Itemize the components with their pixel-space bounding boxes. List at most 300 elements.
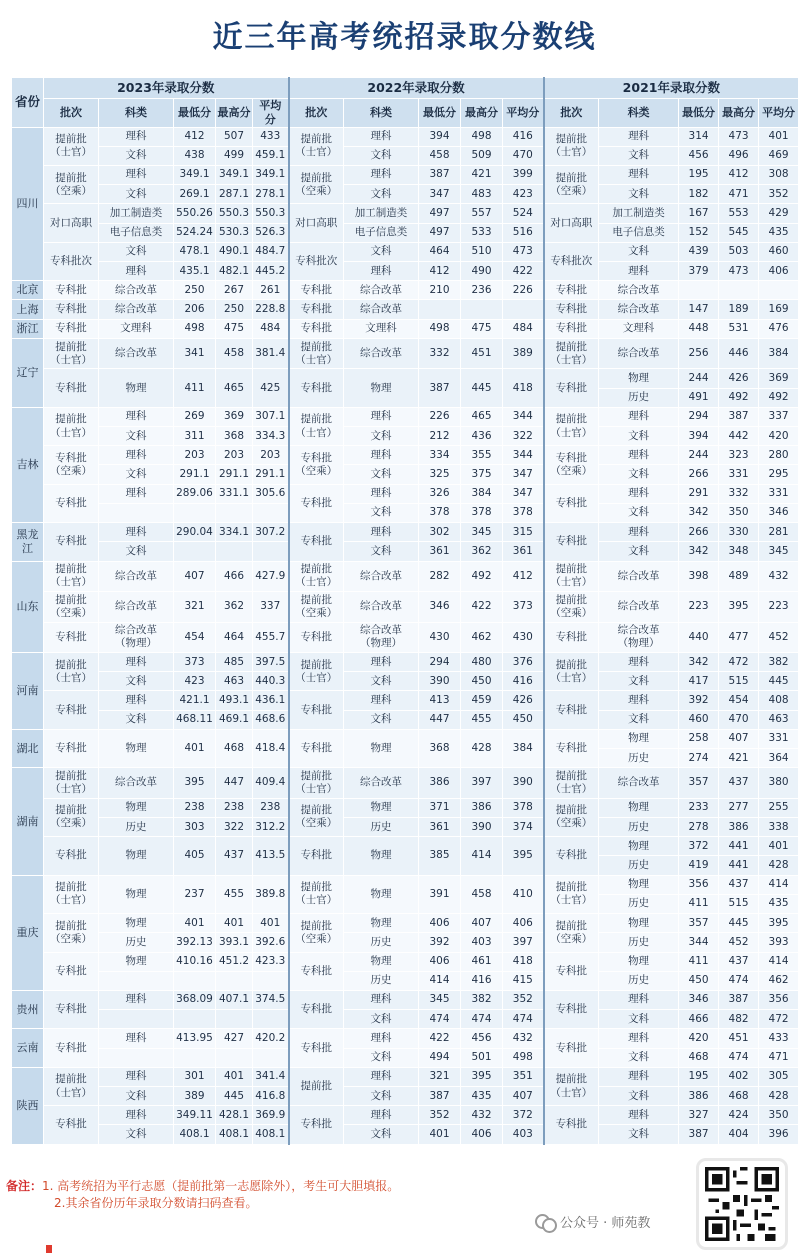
max-score-cell: 461 bbox=[461, 952, 503, 971]
wechat-icon bbox=[535, 1214, 555, 1230]
batch-cell: 提前批 （士官） bbox=[544, 1067, 599, 1105]
header-year-2022: 2022年录取分数 bbox=[289, 78, 544, 99]
table-row bbox=[12, 1010, 799, 1029]
min-score-cell: 430 bbox=[419, 622, 461, 652]
max-score-cell: 334.1 bbox=[216, 523, 253, 542]
avg-score-cell: 403 bbox=[503, 1125, 544, 1144]
max-score-cell: 387 bbox=[719, 407, 759, 426]
max-score-cell: 401 bbox=[216, 1067, 253, 1086]
table-row bbox=[12, 127, 799, 146]
max-score-cell: 437 bbox=[216, 837, 253, 875]
province-cell: 上海 bbox=[12, 300, 44, 319]
batch-cell: 专科批 bbox=[44, 990, 99, 1028]
batch-cell: 专科批 bbox=[289, 622, 344, 652]
max-score-cell bbox=[719, 281, 759, 300]
table-row bbox=[12, 204, 799, 223]
max-score-cell: 475 bbox=[216, 319, 253, 338]
max-score-cell: 395 bbox=[719, 592, 759, 622]
subject-cell: 文科 bbox=[599, 1087, 679, 1106]
avg-score-cell: 397.5 bbox=[253, 652, 289, 671]
max-score-cell: 403 bbox=[461, 933, 503, 952]
avg-score-cell: 238 bbox=[253, 798, 289, 817]
header-year-2023: 2023年录取分数 bbox=[44, 78, 289, 99]
min-score-cell: 223 bbox=[679, 592, 719, 622]
subject-cell: 理科 bbox=[99, 523, 174, 542]
table-row bbox=[12, 185, 799, 204]
max-score-cell: 530.3 bbox=[216, 223, 253, 242]
min-score-cell bbox=[174, 1010, 216, 1029]
table-row bbox=[12, 542, 799, 561]
min-score-cell: 394 bbox=[419, 127, 461, 146]
avg-score-cell: 364 bbox=[759, 749, 799, 768]
avg-score-cell: 423 bbox=[503, 185, 544, 204]
table-row bbox=[12, 691, 799, 710]
min-score-cell: 386 bbox=[679, 1087, 719, 1106]
max-score-cell: 402 bbox=[719, 1067, 759, 1086]
subject-cell: 电子信息类 bbox=[344, 223, 419, 242]
subject-cell: 综合改革 bbox=[599, 300, 679, 319]
header-col: 平均分 bbox=[759, 99, 799, 128]
min-score-cell: 368.09 bbox=[174, 990, 216, 1009]
max-score-cell: 362 bbox=[216, 592, 253, 622]
avg-score-cell: 356 bbox=[759, 990, 799, 1009]
min-score-cell: 468.11 bbox=[174, 710, 216, 729]
max-score-cell: 492 bbox=[461, 561, 503, 591]
avg-score-cell: 470 bbox=[503, 146, 544, 165]
subject-cell: 综合改革 （物理） bbox=[344, 622, 419, 652]
avg-score-cell: 433 bbox=[253, 127, 289, 146]
min-score-cell: 269 bbox=[174, 407, 216, 426]
min-score-cell: 274 bbox=[679, 749, 719, 768]
max-score-cell: 465 bbox=[461, 407, 503, 426]
avg-score-cell: 322 bbox=[503, 427, 544, 446]
avg-score-cell: 344 bbox=[503, 446, 544, 465]
min-score-cell: 419 bbox=[679, 856, 719, 875]
avg-score-cell: 459.1 bbox=[253, 146, 289, 165]
max-score-cell: 414 bbox=[461, 837, 503, 875]
avg-score-cell: 312.2 bbox=[253, 817, 289, 836]
min-score-cell: 454 bbox=[174, 622, 216, 652]
min-score-cell: 438 bbox=[174, 146, 216, 165]
min-score-cell: 413 bbox=[419, 691, 461, 710]
subject-cell: 物理 bbox=[344, 729, 419, 767]
min-score-cell: 378 bbox=[419, 503, 461, 522]
min-score-cell: 386 bbox=[419, 768, 461, 798]
avg-score-cell: 414 bbox=[759, 952, 799, 971]
max-score-cell: 474 bbox=[461, 1010, 503, 1029]
subject-cell: 理科 bbox=[599, 523, 679, 542]
avg-score-cell: 346 bbox=[759, 503, 799, 522]
max-score-cell: 515 bbox=[719, 894, 759, 913]
batch-cell: 专科批 bbox=[544, 319, 599, 338]
min-score-cell: 439 bbox=[679, 242, 719, 261]
min-score-cell: 244 bbox=[679, 369, 719, 388]
subject-cell: 文科 bbox=[344, 1125, 419, 1144]
table-row bbox=[12, 523, 799, 542]
batch-cell: 提前批 （士官） bbox=[544, 768, 599, 798]
subject-cell: 综合改革 bbox=[99, 592, 174, 622]
max-score-cell: 465 bbox=[216, 369, 253, 407]
min-score-cell: 334 bbox=[419, 446, 461, 465]
min-score-cell: 302 bbox=[419, 523, 461, 542]
header-province: 省份 bbox=[12, 78, 44, 128]
avg-score-cell: 408 bbox=[759, 691, 799, 710]
subject-cell: 物理 bbox=[99, 729, 174, 767]
batch-cell: 专科批 bbox=[289, 523, 344, 561]
table-row bbox=[12, 1067, 799, 1086]
avg-score-cell: 463 bbox=[759, 710, 799, 729]
batch-cell: 专科批次 bbox=[44, 242, 99, 280]
max-score-cell: 456 bbox=[461, 1029, 503, 1048]
min-score-cell: 401 bbox=[174, 914, 216, 933]
min-score-cell: 321 bbox=[419, 1067, 461, 1086]
batch-cell: 专科批 bbox=[44, 523, 99, 561]
subject-cell: 综合改革 bbox=[344, 768, 419, 798]
avg-score-cell: 373 bbox=[503, 592, 544, 622]
subject-cell: 加工制造类 bbox=[99, 204, 174, 223]
max-score-cell: 332 bbox=[719, 484, 759, 503]
min-score-cell: 237 bbox=[174, 875, 216, 913]
subject-cell: 文理科 bbox=[599, 319, 679, 338]
min-score-cell: 152 bbox=[679, 223, 719, 242]
min-score-cell: 290.04 bbox=[174, 523, 216, 542]
batch-cell: 提前批 （士官） bbox=[44, 127, 99, 165]
max-score-cell: 382 bbox=[461, 990, 503, 1009]
batch-cell: 提前批 （士官） bbox=[544, 561, 599, 591]
qr-code-icon[interactable] bbox=[696, 1158, 788, 1250]
max-score-cell: 407.1 bbox=[216, 990, 253, 1009]
min-score-cell: 450 bbox=[679, 971, 719, 990]
min-score-cell: 266 bbox=[679, 523, 719, 542]
avg-score-cell: 382 bbox=[759, 652, 799, 671]
subject-cell: 文科 bbox=[99, 1087, 174, 1106]
batch-cell: 专科批 bbox=[544, 952, 599, 990]
min-score-cell: 497 bbox=[419, 204, 461, 223]
subject-cell: 综合改革 bbox=[344, 300, 419, 319]
min-score-cell: 342 bbox=[679, 542, 719, 561]
min-score-cell: 468 bbox=[679, 1048, 719, 1067]
subject-cell: 历史 bbox=[344, 817, 419, 836]
batch-cell: 提前批 （士官） bbox=[544, 127, 599, 165]
max-score-cell: 378 bbox=[461, 503, 503, 522]
avg-score-cell: 396 bbox=[759, 1125, 799, 1144]
subject-cell: 历史 bbox=[344, 933, 419, 952]
avg-score-cell bbox=[253, 542, 289, 561]
max-score-cell: 501 bbox=[461, 1048, 503, 1067]
batch-cell: 专科批 bbox=[289, 369, 344, 407]
avg-score-cell: 450 bbox=[503, 710, 544, 729]
notes bbox=[6, 1178, 399, 1212]
subject-cell: 文科 bbox=[344, 1048, 419, 1067]
subject-cell: 理科 bbox=[344, 1029, 419, 1048]
max-score-cell: 489 bbox=[719, 561, 759, 591]
header-col: 最低分 bbox=[679, 99, 719, 128]
avg-score-cell: 395 bbox=[503, 837, 544, 875]
batch-cell: 专科批 bbox=[544, 300, 599, 319]
subject-cell: 文科 bbox=[99, 465, 174, 484]
max-score-cell bbox=[216, 971, 253, 990]
avg-score-cell: 255 bbox=[759, 798, 799, 817]
min-score-cell: 203 bbox=[174, 446, 216, 465]
subject-cell: 文科 bbox=[344, 503, 419, 522]
avg-score-cell: 476 bbox=[759, 319, 799, 338]
batch-cell: 对口高职 bbox=[544, 204, 599, 242]
subject-cell: 电子信息类 bbox=[599, 223, 679, 242]
subject-cell: 综合改革 bbox=[99, 338, 174, 368]
subject-cell: 文科 bbox=[599, 503, 679, 522]
avg-score-cell: 412 bbox=[503, 561, 544, 591]
avg-score-cell: 372 bbox=[503, 1106, 544, 1125]
avg-score-cell: 472 bbox=[759, 1010, 799, 1029]
subject-cell: 理科 bbox=[599, 407, 679, 426]
max-score-cell: 445 bbox=[719, 914, 759, 933]
table-row bbox=[12, 281, 799, 300]
header-col: 平均分 bbox=[253, 99, 289, 128]
subject-cell: 文科 bbox=[344, 146, 419, 165]
avg-score-cell: 484.7 bbox=[253, 242, 289, 261]
max-score-cell: 412 bbox=[719, 165, 759, 184]
max-score-cell: 474 bbox=[719, 1048, 759, 1067]
max-score-cell: 331 bbox=[719, 465, 759, 484]
batch-cell: 专科批 bbox=[544, 484, 599, 522]
avg-score-cell: 401 bbox=[253, 914, 289, 933]
subject-cell: 物理 bbox=[344, 914, 419, 933]
table-row bbox=[12, 446, 799, 465]
min-score-cell: 349.11 bbox=[174, 1106, 216, 1125]
subject-cell: 物理 bbox=[99, 369, 174, 407]
avg-score-cell: 409.4 bbox=[253, 768, 289, 798]
subject-cell: 物理 bbox=[599, 837, 679, 856]
max-score-cell: 416 bbox=[461, 971, 503, 990]
subject-cell: 文科 bbox=[344, 185, 419, 204]
max-score-cell: 348 bbox=[719, 542, 759, 561]
max-score-cell: 432 bbox=[461, 1106, 503, 1125]
min-score-cell: 195 bbox=[679, 1067, 719, 1086]
avg-score-cell: 550.3 bbox=[253, 204, 289, 223]
batch-cell: 专科批 bbox=[544, 369, 599, 407]
max-score-cell: 287.1 bbox=[216, 185, 253, 204]
min-score-cell: 407 bbox=[174, 561, 216, 591]
header-col: 科类 bbox=[344, 99, 419, 128]
table-row bbox=[12, 484, 799, 503]
batch-cell: 提前批 bbox=[289, 1067, 344, 1105]
max-score-cell: 445 bbox=[461, 369, 503, 407]
header-col: 科类 bbox=[599, 99, 679, 128]
subject-cell: 文科 bbox=[344, 710, 419, 729]
min-score-cell: 372 bbox=[679, 837, 719, 856]
max-score-cell: 393.1 bbox=[216, 933, 253, 952]
subject-cell: 理科 bbox=[344, 523, 419, 542]
avg-score-cell bbox=[253, 1010, 289, 1029]
subject-cell: 加工制造类 bbox=[344, 204, 419, 223]
max-score-cell: 330 bbox=[719, 523, 759, 542]
avg-score-cell: 432 bbox=[759, 561, 799, 591]
subject-cell: 理科 bbox=[99, 652, 174, 671]
batch-cell: 专科批 bbox=[44, 319, 99, 338]
province-cell: 湖北 bbox=[12, 729, 44, 767]
max-score-cell: 490 bbox=[461, 262, 503, 281]
subject-cell: 综合改革 bbox=[344, 281, 419, 300]
max-score-cell: 386 bbox=[719, 817, 759, 836]
min-score-cell bbox=[174, 971, 216, 990]
max-score-cell: 503 bbox=[719, 242, 759, 261]
batch-cell: 专科批 bbox=[289, 952, 344, 990]
subject-cell: 理科 bbox=[99, 407, 174, 426]
max-score-cell: 464 bbox=[216, 622, 253, 652]
max-score-cell: 426 bbox=[719, 369, 759, 388]
max-score-cell: 451.2 bbox=[216, 952, 253, 971]
max-score-cell: 557 bbox=[461, 204, 503, 223]
header-year-2021: 2021年录取分数 bbox=[544, 78, 799, 99]
avg-score-cell bbox=[503, 300, 544, 319]
max-score-cell: 475 bbox=[461, 319, 503, 338]
max-score-cell: 369 bbox=[216, 407, 253, 426]
header-col: 批次 bbox=[44, 99, 99, 128]
subject-cell: 综合改革 bbox=[599, 561, 679, 591]
avg-score-cell: 281 bbox=[759, 523, 799, 542]
avg-score-cell bbox=[759, 281, 799, 300]
batch-cell: 专科批 bbox=[544, 1029, 599, 1067]
avg-score-cell: 307.1 bbox=[253, 407, 289, 426]
subject-cell: 加工制造类 bbox=[599, 204, 679, 223]
subject-cell bbox=[99, 971, 174, 990]
batch-cell: 专科批 （空乘） bbox=[544, 446, 599, 484]
min-score-cell: 392 bbox=[419, 933, 461, 952]
avg-score-cell: 384 bbox=[503, 729, 544, 767]
subject-cell: 文科 bbox=[99, 427, 174, 446]
avg-score-cell: 347 bbox=[503, 484, 544, 503]
subject-cell: 物理 bbox=[599, 369, 679, 388]
subject-cell: 文科 bbox=[344, 542, 419, 561]
avg-score-cell: 408.1 bbox=[253, 1125, 289, 1144]
batch-cell: 专科批 bbox=[44, 484, 99, 522]
table-row bbox=[12, 1106, 799, 1125]
subject-cell: 理科 bbox=[99, 990, 174, 1009]
avg-score-cell: 344 bbox=[503, 407, 544, 426]
max-score-cell: 421 bbox=[719, 749, 759, 768]
province-cell: 山东 bbox=[12, 561, 44, 652]
subject-cell: 文科 bbox=[344, 242, 419, 261]
table-row bbox=[12, 338, 799, 368]
header-col: 批次 bbox=[544, 99, 599, 128]
min-score-cell: 311 bbox=[174, 427, 216, 446]
max-score-cell: 408.1 bbox=[216, 1125, 253, 1144]
subject-cell: 物理 bbox=[99, 952, 174, 971]
subject-cell: 物理 bbox=[99, 914, 174, 933]
subject-cell: 理科 bbox=[99, 484, 174, 503]
batch-cell: 对口高职 bbox=[289, 204, 344, 242]
province-cell: 贵州 bbox=[12, 990, 44, 1028]
table-row bbox=[12, 710, 799, 729]
min-score-cell: 258 bbox=[679, 729, 719, 748]
max-score-cell: 458 bbox=[216, 338, 253, 368]
max-score-cell: 446 bbox=[719, 338, 759, 368]
avg-score-cell: 492 bbox=[759, 388, 799, 407]
subject-cell: 文科 bbox=[599, 242, 679, 261]
avg-score-cell: 203 bbox=[253, 446, 289, 465]
avg-score-cell: 369.9 bbox=[253, 1106, 289, 1125]
min-score-cell: 411 bbox=[174, 369, 216, 407]
wechat-watermark bbox=[535, 1212, 650, 1231]
batch-cell: 专科批 bbox=[544, 281, 599, 300]
batch-cell: 提前批 （士官） bbox=[289, 561, 344, 591]
min-score-cell: 379 bbox=[679, 262, 719, 281]
min-score-cell: 357 bbox=[679, 768, 719, 798]
subject-cell: 综合改革 bbox=[99, 281, 174, 300]
table-row bbox=[12, 622, 799, 652]
min-score-cell: 478.1 bbox=[174, 242, 216, 261]
avg-score-cell: 418.4 bbox=[253, 729, 289, 767]
avg-score-cell: 261 bbox=[253, 281, 289, 300]
max-score-cell: 474 bbox=[719, 971, 759, 990]
subject-cell: 物理 bbox=[99, 798, 174, 817]
subject-cell: 历史 bbox=[599, 817, 679, 836]
min-score-cell: 233 bbox=[679, 798, 719, 817]
subject-cell: 文科 bbox=[99, 710, 174, 729]
subject-cell bbox=[99, 1010, 174, 1029]
avg-score-cell: 305 bbox=[759, 1067, 799, 1086]
batch-cell: 专科批 bbox=[44, 1106, 99, 1144]
min-score-cell: 344 bbox=[679, 933, 719, 952]
batch-cell: 提前批 （士官） bbox=[44, 768, 99, 798]
avg-score-cell: 418 bbox=[503, 369, 544, 407]
header-col: 最低分 bbox=[419, 99, 461, 128]
min-score-cell: 398 bbox=[679, 561, 719, 591]
subject-cell: 理科 bbox=[99, 1067, 174, 1086]
min-score-cell bbox=[679, 281, 719, 300]
subject-cell: 理科 bbox=[344, 446, 419, 465]
avg-score-cell: 393 bbox=[759, 933, 799, 952]
max-score-cell: 490.1 bbox=[216, 242, 253, 261]
min-score-cell: 301 bbox=[174, 1067, 216, 1086]
avg-score-cell: 416 bbox=[503, 672, 544, 691]
max-score-cell: 469.1 bbox=[216, 710, 253, 729]
min-score-cell: 289.06 bbox=[174, 484, 216, 503]
min-score-cell: 342 bbox=[679, 652, 719, 671]
max-score-cell: 442 bbox=[719, 427, 759, 446]
min-score-cell: 394 bbox=[679, 427, 719, 446]
batch-cell: 提前批 （空乘） bbox=[44, 914, 99, 952]
batch-cell: 提前批 （士官） bbox=[44, 1067, 99, 1105]
subject-cell: 物理 bbox=[344, 837, 419, 875]
batch-cell: 提前批 （士官） bbox=[289, 652, 344, 690]
batch-cell: 专科批 bbox=[44, 281, 99, 300]
subject-cell: 综合改革 （物理） bbox=[99, 622, 174, 652]
table-row bbox=[12, 223, 799, 242]
max-score-cell: 395 bbox=[461, 1067, 503, 1086]
avg-score-cell: 337 bbox=[253, 592, 289, 622]
subject-cell: 理科 bbox=[344, 652, 419, 671]
max-score-cell: 404 bbox=[719, 1125, 759, 1144]
avg-score-cell: 435 bbox=[759, 894, 799, 913]
min-score-cell: 464 bbox=[419, 242, 461, 261]
batch-cell: 提前批 （空乘） bbox=[544, 165, 599, 203]
avg-score-cell bbox=[253, 1048, 289, 1067]
avg-score-cell: 516 bbox=[503, 223, 544, 242]
max-score-cell: 458 bbox=[461, 875, 503, 913]
subject-cell: 文科 bbox=[599, 427, 679, 446]
province-cell: 云南 bbox=[12, 1029, 44, 1067]
subject-cell: 文科 bbox=[599, 465, 679, 484]
batch-cell: 专科批 bbox=[44, 1029, 99, 1067]
max-score-cell: 531 bbox=[719, 319, 759, 338]
batch-cell: 专科批 bbox=[544, 1106, 599, 1144]
min-score-cell: 395 bbox=[174, 768, 216, 798]
batch-cell: 提前批 （空乘） bbox=[544, 798, 599, 836]
min-score-cell: 357 bbox=[679, 914, 719, 933]
min-score-cell: 392.13 bbox=[174, 933, 216, 952]
max-score-cell: 424 bbox=[719, 1106, 759, 1125]
